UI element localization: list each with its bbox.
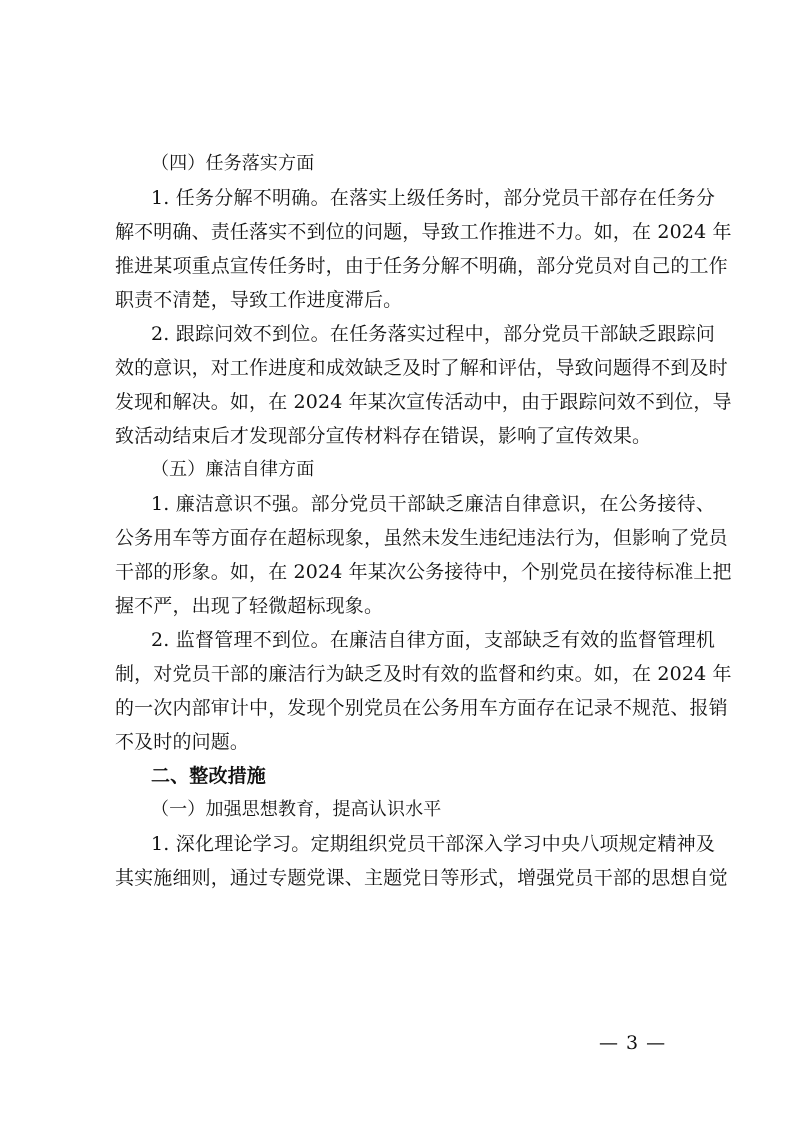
section-subheading: （五）廉洁自律方面 (151, 459, 315, 480)
paragraph-line: 1. 廉洁意识不强。部分党员干部缺乏廉洁自律意识，在公务接待、 (151, 493, 715, 515)
paragraph-line: 发现和解决。如，在 2024 年某次宣传活动中，由于跟踪问效不到位，导 (115, 391, 732, 413)
paragraph-line: 解不明确、责任落实不到位的问题，导致工作推进不力。如，在 2024 年 (115, 221, 732, 243)
section-heading: 二、整改措施 (151, 765, 266, 787)
paragraph-line: 效的意识，对工作进度和成效缺乏及时了解和评估，导致问题得不到及时 (115, 357, 728, 379)
paragraph-line: 握不严，出现了轻微超标现象。 (115, 595, 384, 617)
page-number: — 3 — (599, 1032, 667, 1054)
paragraph-line: 其实施细则，通过专题党课、主题党日等形式，增强党员干部的思想自觉 (115, 867, 728, 889)
paragraph-line: 1. 任务分解不明确。在落实上级任务时，部分党员干部存在任务分 (151, 187, 715, 209)
paragraph-line: 公务用车等方面存在超标现象，虽然未发生违纪违法行为，但影响了党员 (115, 527, 728, 549)
paragraph-line: 推进某项重点宣传任务时，由于任务分解不明确，部分党员对自己的工作 (115, 255, 728, 277)
paragraph-line: 不及时的问题。 (115, 731, 250, 753)
paragraph-line: 1. 深化理论学习。定期组织党员干部深入学习中央八项规定精神及 (151, 833, 715, 855)
document-body (115, 147, 732, 895)
paragraph-line: 2. 监督管理不到位。在廉洁自律方面，支部缺乏有效的监督管理机 (151, 629, 715, 651)
paragraph-line: 的一次内部审计中，发现个别党员在公务用车方面存在记录不规范、报销 (115, 697, 728, 719)
section-subheading: （一）加强思想教育，提高认识水平 (151, 799, 442, 820)
paragraph-line: 制，对党员干部的廉洁行为缺乏及时有效的监督和约束。如，在 2024 年 (115, 663, 732, 685)
paragraph-line: 职责不清楚，导致工作进度滞后。 (115, 289, 403, 311)
paragraph-line: 致活动结束后才发现部分宣传材料存在错误，影响了宣传效果。 (115, 425, 652, 447)
section-subheading: （四）任务落实方面 (151, 153, 315, 174)
paragraph-line: 2. 跟踪问效不到位。在任务落实过程中，部分党员干部缺乏跟踪问 (151, 323, 715, 345)
paragraph-line: 干部的形象。如，在 2024 年某次公务接待中，个别党员在接待标准上把 (115, 561, 732, 583)
